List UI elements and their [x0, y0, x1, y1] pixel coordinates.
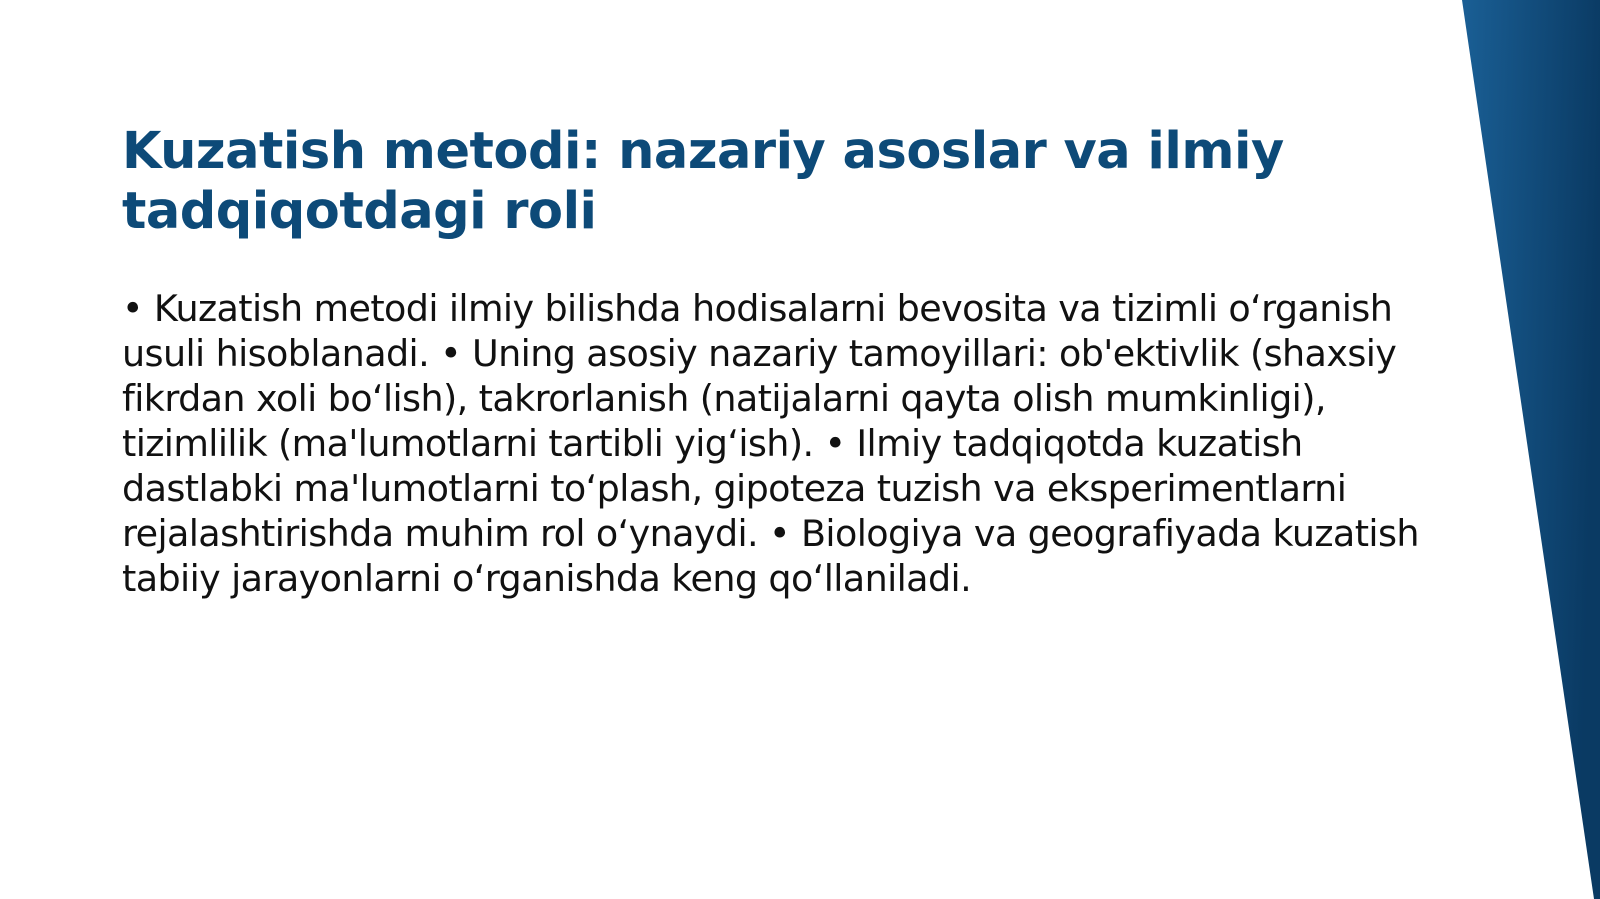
slide-body-text: • Kuzatish metodi ilmiy bilishda hodisalarni bevosita va tizimli o‘rganish usuli hisoblanadi. • Uning asosiy nazariy tamoyillari: ob'ektivlik (shaxsiy fikrdan xoli bo‘lish), takrorlanish (natijalarni qayta olish mumkinligi), tizimlilik (ma'lumotlarni tartibli yig‘ish). • Ilmiy tadqiqotda kuzatish dastlabki ma'lumotlarni to‘plash, gipoteza tuzish va eksperimentlarni rejalashtirishda muhim rol o‘ynaydi. • Biologiya va geografiyada kuzatish tabiiy jarayonlarni o‘rganishda keng qo‘llaniladi. — [122, 287, 1419, 600]
slide-title: Kuzatish metodi: nazariy asoslar va ilmiy tadqiqotdagi roli — [122, 122, 1284, 241]
accent-band-shape — [1462, 0, 1600, 899]
